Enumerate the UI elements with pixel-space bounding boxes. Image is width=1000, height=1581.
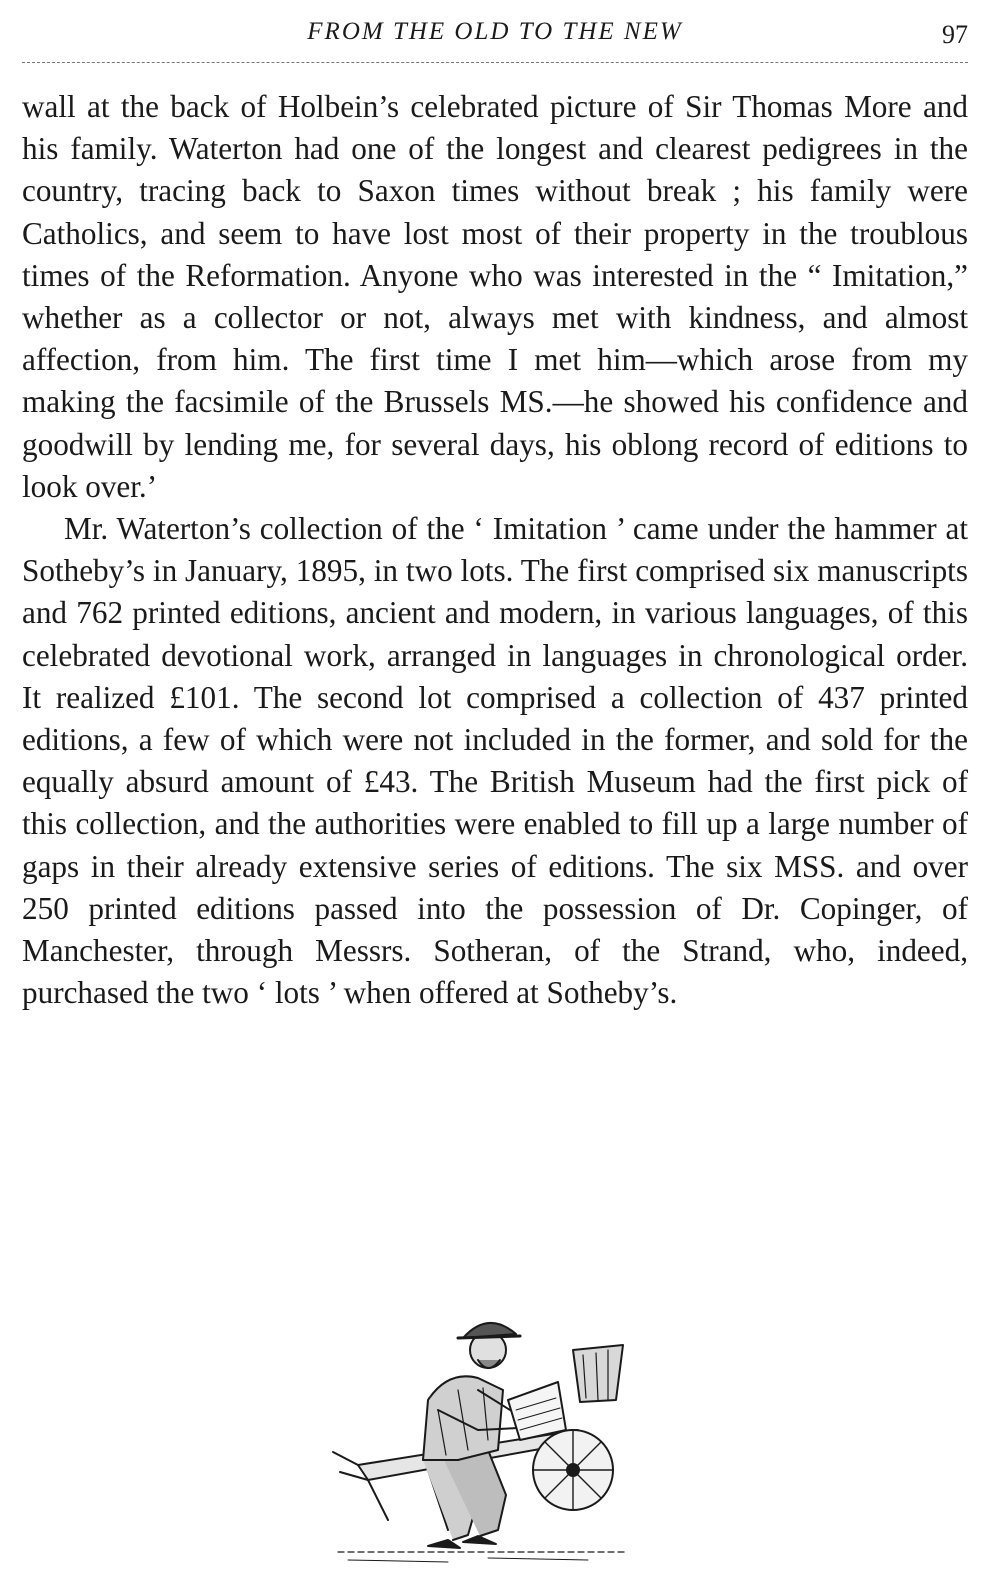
- paragraph-1: wall at the back of Holbein’s celebrated picture of Sir Thomas More and his family. Waterton had one of the longest and clearest pedigrees in the country, tracing back to Saxon times without break ; his family were Catholics, and seem to have lost most of their property in the troublous times of the Reformation. Anyone who was interested in the “ Imitation,” whether as a collector or not, always met with kindness, and almost affection, from him. The first time I met him—which arose from my making the facsimile of the Brussels MS.—he showed his confidence and goodwill by lending me, for several days, his oblong record of editions to look over.’: [22, 89, 968, 504]
- body-text: [22, 86, 968, 1014]
- page-header: [22, 14, 968, 54]
- man-reading-on-barrow-illustration: [328, 1290, 648, 1575]
- paragraph-2: Mr. Waterton’s collection of the ‘ Imitation ’ came under the hammer at Sotheby’s in January, 1895, in two lots. The first comprised six manuscripts and 762 printed editions, ancient and modern, in various languages, of this celebrated devotional work, arranged in languages in chronological order. It realized £101. The second lot comprised a collection of 437 printed editions, a few of which were not included in the former, and sold for the equally absurd amount of £43. The British Museum had the first pick of this collection, and the authorities were enabled to fill up a large number of gaps in their already extensive series of editions. The six MSS. and over 250 printed editions passed into the possession of Dr. Copinger, of Manchester, through Messrs. Sotheran, of the Strand, who, indeed, purchased the two ‘ lots ’ when offered at Sotheby’s.: [22, 511, 968, 1011]
- running-title: FROM THE OLD TO THE NEW: [307, 18, 683, 45]
- header-rule: [22, 62, 968, 63]
- page-number: 97: [942, 20, 968, 49]
